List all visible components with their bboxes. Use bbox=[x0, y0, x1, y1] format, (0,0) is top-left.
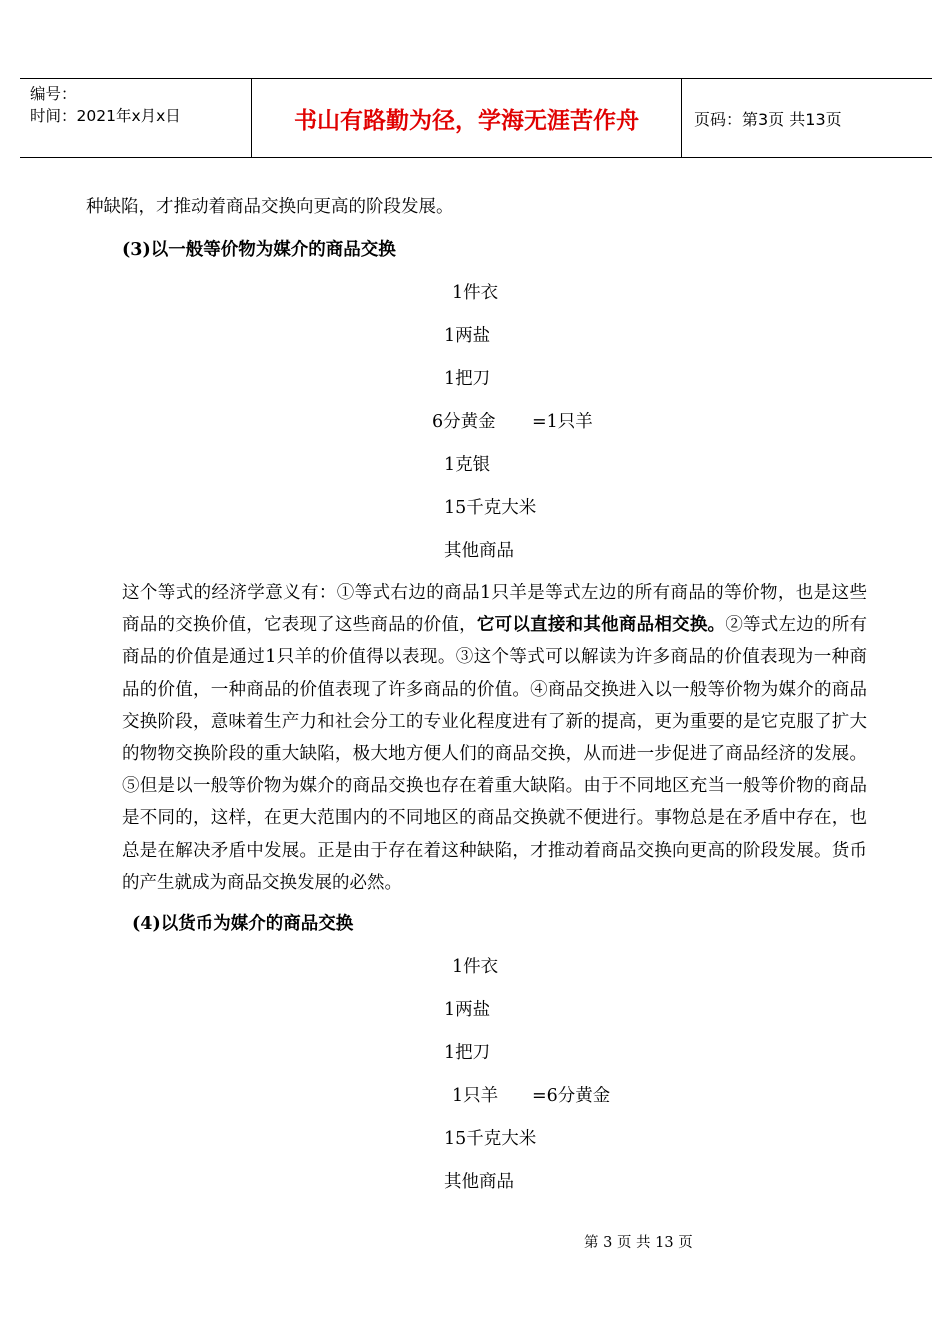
eq3-item-3: 1把刀 bbox=[444, 369, 491, 389]
time-label: 时间：2021年x月x日 bbox=[30, 107, 181, 125]
header-left-cell bbox=[20, 79, 252, 157]
paragraph-part-2: ②等式左边的所有商品的价值是通过1只羊的价值得以表现。③这个等式可以解读为许多商品的价值表现为一种商品的价值，一种商品的价值表现了许多商品的价值。④商品交换进入以一般等价物为媒介的商品交换阶段，意味着生产力和社会分工的专业化程度进有了新的提高，更为重要的是它克服了扩大的物物交换阶段的重大缺陷，极大地方便人们的商品交换，从而进一步促进了商品经济的发展。⑤但是以一般等价物为媒介的商品交换也存在着重大缺陷。由于不同地区充当一般等价物的商品是不同的，这样，在更大范围内的不同地区的商品交换就不便进行。事物总是在矛盾中存在，也总是在解决矛盾中发展。正是由于存在着这种缺陷，才推动着商品交换向更高的阶段发展。货币的产生就成为商品交换发展的必然。 bbox=[122, 615, 868, 893]
eq4-item-1: 1件衣 bbox=[452, 957, 499, 977]
eq3-item-5: 1克银 bbox=[444, 455, 491, 475]
eq3-item-2: 1两盐 bbox=[444, 326, 491, 346]
section-3-title: (3)以一般等价物为媒介的商品交换 bbox=[122, 240, 396, 260]
eq4-right-side: =6分黄金 bbox=[532, 1086, 611, 1106]
header-motto: 书山有路勤为径，学海无涯苦作舟 bbox=[252, 79, 682, 157]
page-footer: 第 3 页 共 13 页 bbox=[584, 1235, 693, 1251]
number-label: 编号： bbox=[30, 85, 77, 103]
page-header bbox=[20, 78, 932, 158]
eq4-item-6: 其他商品 bbox=[444, 1172, 514, 1192]
eq3-item-1: 1件衣 bbox=[452, 283, 499, 303]
header-page-info: 页码：第3页 共13页 bbox=[694, 109, 842, 129]
opening-line: 种缺陷，才推动着商品交换向更高的阶段发展。 bbox=[86, 197, 454, 217]
eq3-item-6: 15千克大米 bbox=[444, 498, 537, 518]
eq4-item-2: 1两盐 bbox=[444, 1000, 491, 1020]
eq4-item-3: 1把刀 bbox=[444, 1043, 491, 1063]
section-4-title: (4)以货币为媒介的商品交换 bbox=[132, 914, 354, 934]
eq3-right-side: =1只羊 bbox=[532, 412, 593, 432]
paragraph-part-1: 这个等式的经济学意义有：①等式右边的商品1只羊是等式左边的所有商品的等价物，也是这些商品的交换价值，它表现了这些商品的价值， bbox=[122, 583, 867, 636]
eq3-item-7: 其他商品 bbox=[444, 541, 514, 561]
paragraph-bold: 它可以直接和其他商品相交换。 bbox=[476, 615, 726, 636]
eq4-item-4: 1只羊 bbox=[452, 1086, 499, 1106]
explanation-paragraph bbox=[122, 577, 867, 899]
eq3-item-4: 6分黄金 bbox=[432, 412, 496, 432]
eq4-item-5: 15千克大米 bbox=[444, 1129, 537, 1149]
